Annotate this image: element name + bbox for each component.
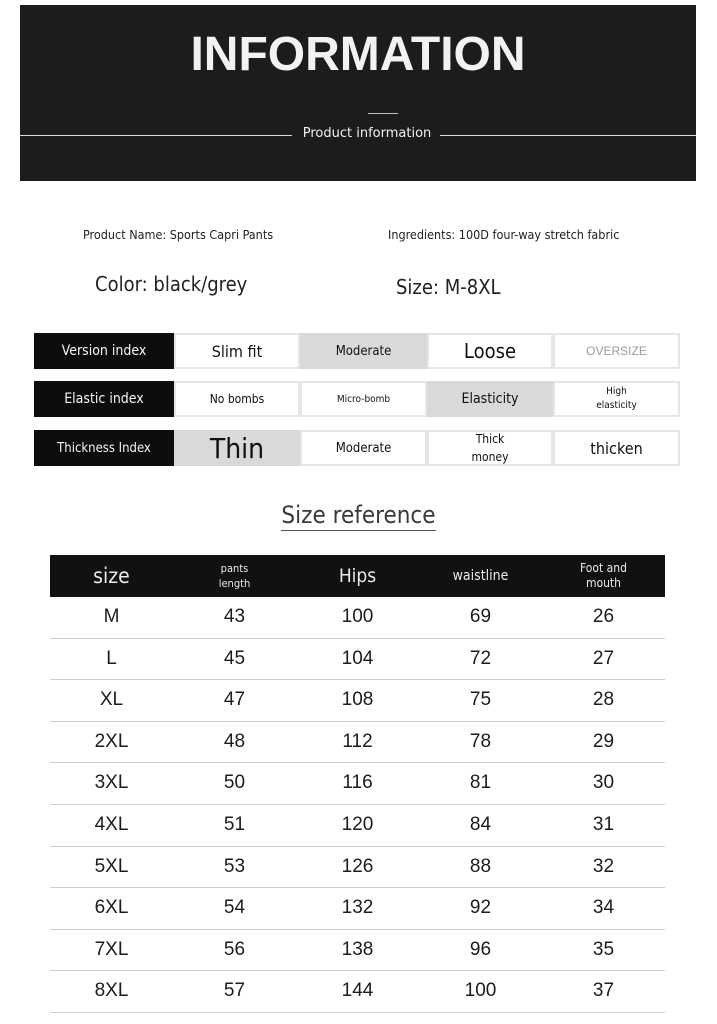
product-color: Color: black/grey bbox=[95, 272, 248, 296]
table-cell: 104 bbox=[341, 647, 374, 669]
index-option: thicken bbox=[553, 430, 680, 466]
index-label: Version index bbox=[34, 333, 174, 369]
table-cell: 50 bbox=[223, 772, 246, 794]
table-cell: 28 bbox=[592, 689, 615, 711]
table-cell: 34 bbox=[592, 897, 615, 919]
table-cell: 2XL bbox=[94, 730, 129, 752]
table-cell: 6XL bbox=[94, 897, 129, 919]
table-cell: 35 bbox=[592, 938, 615, 960]
table-cell: 69 bbox=[469, 606, 492, 627]
index-option: Micro-bomb bbox=[300, 381, 427, 417]
table-cell: 43 bbox=[223, 606, 246, 627]
banner-divider-left bbox=[20, 135, 292, 136]
table-row bbox=[50, 888, 665, 930]
size-reference-title: Size reference bbox=[281, 501, 436, 529]
index-option: Moderate bbox=[300, 430, 427, 466]
table-cell: 88 bbox=[469, 855, 492, 877]
column-header-pants-length: pants length bbox=[218, 562, 251, 590]
index-option: No bombs bbox=[174, 381, 300, 417]
table-cell: 48 bbox=[223, 730, 246, 752]
table-cell: 100 bbox=[464, 980, 497, 1002]
product-name: Product Name: Sports Capri Pants bbox=[83, 227, 274, 242]
table-cell: M bbox=[103, 606, 120, 627]
table-cell: 37 bbox=[592, 980, 615, 1002]
table-cell: 51 bbox=[223, 814, 246, 835]
table-row bbox=[50, 930, 665, 972]
table-cell: 72 bbox=[469, 647, 492, 669]
index-option: Loose bbox=[427, 333, 553, 369]
size-table-header bbox=[50, 555, 665, 597]
table-cell: XL bbox=[99, 689, 124, 711]
index-option: OVERSIZE bbox=[553, 333, 680, 369]
banner-divider bbox=[368, 113, 398, 114]
table-cell: 7XL bbox=[94, 938, 129, 960]
table-cell: 81 bbox=[469, 772, 492, 794]
table-row bbox=[50, 639, 665, 681]
table-cell: 112 bbox=[342, 730, 373, 752]
index-row-elastic bbox=[34, 381, 680, 417]
column-header-foot-and-mouth: Foot and mouth bbox=[580, 561, 627, 590]
table-row bbox=[50, 847, 665, 889]
table-cell: 138 bbox=[341, 938, 374, 960]
table-cell: L bbox=[106, 647, 117, 669]
table-row bbox=[50, 805, 665, 847]
table-cell: 31 bbox=[592, 814, 615, 835]
table-cell: 32 bbox=[592, 855, 615, 877]
banner-subtitle: Product information bbox=[302, 126, 432, 141]
index-option: Slim fit bbox=[174, 333, 300, 369]
column-header-hips: Hips bbox=[338, 565, 377, 587]
table-cell: 30 bbox=[592, 772, 615, 794]
table-cell: 96 bbox=[469, 938, 492, 960]
table-cell: 92 bbox=[469, 897, 492, 919]
table-cell: 26 bbox=[592, 606, 615, 627]
table-cell: 126 bbox=[341, 855, 374, 877]
table-cell: 56 bbox=[223, 938, 246, 960]
table-cell: 144 bbox=[341, 980, 374, 1002]
table-row bbox=[50, 763, 665, 805]
table-cell: 57 bbox=[223, 980, 246, 1002]
table-cell: 8XL bbox=[94, 980, 129, 1002]
index-label: Thickness Index bbox=[34, 430, 174, 466]
column-header-waistline: waistline bbox=[452, 568, 509, 584]
banner-divider-right bbox=[440, 135, 696, 136]
column-header-size: size bbox=[93, 564, 130, 588]
index-option: Moderate bbox=[300, 333, 427, 369]
table-cell: 84 bbox=[469, 814, 492, 835]
table-cell: 4XL bbox=[94, 814, 129, 835]
information-banner bbox=[20, 5, 696, 181]
banner-title: INFORMATION bbox=[190, 28, 526, 81]
index-option: Thin bbox=[174, 430, 300, 466]
table-cell: 29 bbox=[592, 730, 615, 752]
table-cell: 100 bbox=[341, 606, 374, 627]
table-row bbox=[50, 597, 665, 639]
table-cell: 45 bbox=[223, 647, 246, 669]
index-row-version bbox=[34, 333, 680, 369]
index-option: High elasticity bbox=[553, 381, 680, 417]
table-cell: 75 bbox=[469, 689, 492, 711]
table-cell: 54 bbox=[223, 897, 246, 919]
table-cell: 5XL bbox=[94, 855, 129, 877]
table-cell: 47 bbox=[223, 689, 246, 711]
table-row bbox=[50, 722, 665, 764]
index-option: Thick money bbox=[427, 430, 553, 466]
index-option: Elasticity bbox=[427, 381, 553, 417]
table-cell: 132 bbox=[341, 897, 374, 919]
table-cell: 78 bbox=[469, 730, 492, 752]
table-cell: 108 bbox=[341, 689, 374, 711]
table-row bbox=[50, 680, 665, 722]
table-cell: 53 bbox=[223, 855, 246, 877]
product-size: Size: M-8XL bbox=[396, 275, 501, 299]
index-label: Elastic index bbox=[34, 381, 174, 417]
table-cell: 116 bbox=[342, 772, 373, 794]
table-row bbox=[50, 971, 665, 1013]
index-row-thickness bbox=[34, 430, 680, 466]
table-cell: 3XL bbox=[94, 772, 129, 794]
product-ingredients: Ingredients: 100D four-way stretch fabric bbox=[388, 227, 620, 242]
table-cell: 27 bbox=[592, 647, 615, 669]
table-cell: 120 bbox=[341, 814, 374, 835]
